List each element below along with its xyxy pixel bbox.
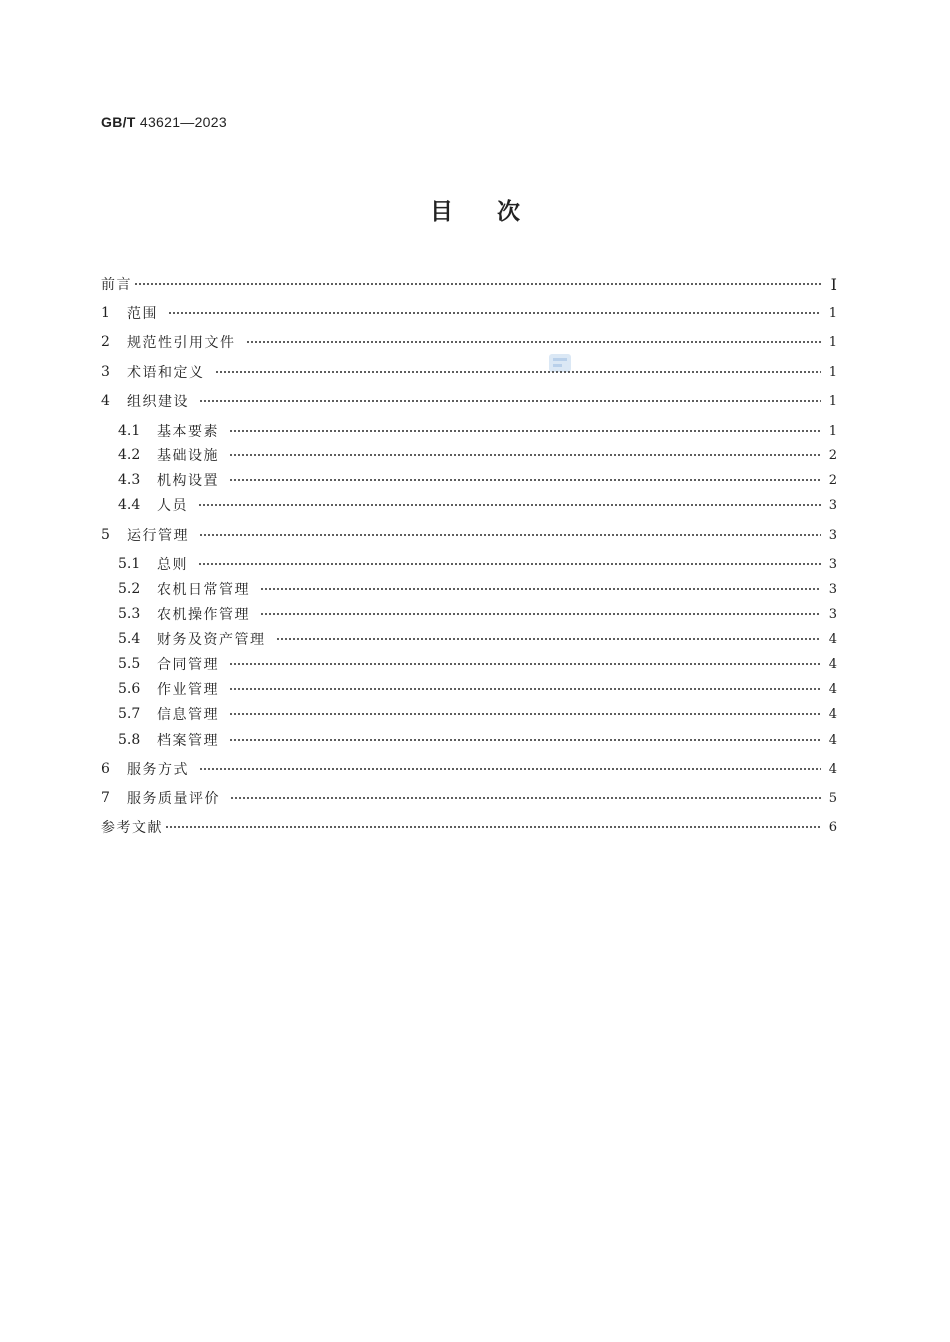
toc-entry-number: 5.7 <box>118 706 141 722</box>
toc-entry-page: 4 <box>828 631 837 647</box>
toc-entry-label: 参考文献 <box>101 820 163 836</box>
toc-entry[interactable] <box>118 628 837 650</box>
dot-leader <box>229 475 821 485</box>
toc-entry[interactable] <box>101 787 837 809</box>
toc-entry-number: 5.1 <box>118 556 141 572</box>
dot-leader <box>199 530 821 540</box>
dot-leader <box>260 609 821 619</box>
toc-entry-page: 3 <box>828 556 837 572</box>
toc-entry[interactable] <box>118 603 837 625</box>
toc-entry[interactable] <box>101 524 837 546</box>
toc-entry-label: 术语和定义 <box>127 365 205 381</box>
toc-entry-page: 4 <box>828 706 837 722</box>
standard-number: 43621—2023 <box>139 114 227 130</box>
toc-entry-label: 信息管理 <box>157 707 219 723</box>
toc-entry-page: 4 <box>828 732 837 748</box>
toc-entry-page: 1 <box>828 364 837 380</box>
toc-entry-page: 3 <box>828 581 837 597</box>
toc-entry-label: 运行管理 <box>127 528 189 544</box>
toc-entry-label: 财务及资产管理 <box>157 632 266 648</box>
toc-entry-page: 1 <box>828 334 837 350</box>
toc-entry-page: 4 <box>828 761 837 777</box>
toc-entry-page: 6 <box>828 819 837 835</box>
toc-entry-label: 作业管理 <box>157 682 219 698</box>
toc-entry-number: 5 <box>101 527 110 543</box>
toc-entry-number: 5.3 <box>118 606 141 622</box>
toc-entry-label: 农机操作管理 <box>157 607 250 623</box>
toc-entry[interactable] <box>118 494 837 516</box>
toc-entry-number: 4.3 <box>118 472 141 488</box>
toc-entry-label: 服务质量评价 <box>127 791 220 807</box>
toc-entry[interactable] <box>118 444 837 466</box>
dot-leader <box>199 396 821 406</box>
dot-leader <box>229 735 821 745</box>
dot-leader <box>229 450 821 460</box>
dot-leader <box>276 634 822 644</box>
toc-entry-number: 4.4 <box>118 497 141 513</box>
dot-leader <box>134 279 821 289</box>
toc-entry-label: 服务方式 <box>127 762 189 778</box>
toc-entry-page: 3 <box>828 497 837 513</box>
toc-entry[interactable] <box>118 678 837 700</box>
toc-entry-number: 7 <box>101 790 110 806</box>
toc-entry[interactable] <box>101 390 837 412</box>
toc-entry-number: 4.1 <box>118 423 141 439</box>
toc-entry-number: 1 <box>101 305 110 321</box>
toc-entry[interactable] <box>101 361 837 383</box>
toc-entry-label: 基本要素 <box>157 424 219 440</box>
dot-leader <box>199 764 821 774</box>
toc-entry[interactable] <box>101 331 837 353</box>
toc-entry-number: 5.8 <box>118 732 141 748</box>
toc-entry-page: 4 <box>828 681 837 697</box>
toc-entry-label: 组织建设 <box>127 394 189 410</box>
toc-entry[interactable] <box>118 469 837 491</box>
toc-entry-label: 农机日常管理 <box>157 582 250 598</box>
toc-entry-number: 6 <box>101 761 110 777</box>
toc-entry-page: 4 <box>828 656 837 672</box>
dot-leader <box>230 793 821 803</box>
toc-entry[interactable] <box>118 729 837 751</box>
toc-entry[interactable] <box>118 420 837 442</box>
toc-entry[interactable] <box>101 758 837 780</box>
toc-entry[interactable] <box>101 302 837 324</box>
toc-entry-number: 2 <box>101 334 110 350</box>
dot-leader <box>165 822 821 832</box>
dot-leader <box>229 659 821 669</box>
toc-entry-number: 5.4 <box>118 631 141 647</box>
dot-leader <box>229 709 821 719</box>
toc-entry-page: 1 <box>828 393 837 409</box>
toc-entry-number: 4.2 <box>118 447 141 463</box>
dot-leader <box>260 584 821 594</box>
toc-entry[interactable] <box>118 703 837 725</box>
toc-entry-label: 范围 <box>127 306 158 322</box>
dot-leader <box>229 426 821 436</box>
toc-entry-label: 基础设施 <box>157 448 219 464</box>
toc-entry-label: 合同管理 <box>157 657 219 673</box>
toc-entry-number: 3 <box>101 364 110 380</box>
toc-entry-label: 人员 <box>157 498 188 514</box>
toc-entry-label: 前言 <box>101 277 132 293</box>
toc-entry-page: 1 <box>828 423 837 439</box>
dot-leader <box>246 337 822 347</box>
toc-entry-page: 5 <box>828 790 837 806</box>
toc-entry-label: 规范性引用文件 <box>127 335 236 351</box>
dot-leader <box>168 308 821 318</box>
toc-entry[interactable] <box>101 816 837 838</box>
toc-entry-page: 3 <box>828 606 837 622</box>
toc-entry[interactable] <box>118 553 837 575</box>
dot-leader <box>229 684 821 694</box>
toc-entry-page: 2 <box>828 472 837 488</box>
toc-entry[interactable] <box>101 273 837 295</box>
toc-entry-page: 2 <box>828 447 837 463</box>
document-code <box>101 114 227 130</box>
dot-leader <box>198 500 821 510</box>
page-title: 目次 <box>430 199 564 225</box>
toc-entry[interactable] <box>118 653 837 675</box>
toc-entry-page: I <box>830 274 837 294</box>
toc-entry-label: 机构设置 <box>157 473 219 489</box>
toc-entry-number: 5.6 <box>118 681 141 697</box>
toc-entry-number: 5.5 <box>118 656 141 672</box>
dot-leader <box>215 367 822 377</box>
toc-entry-label: 总则 <box>157 557 188 573</box>
toc-entry-label: 档案管理 <box>157 733 219 749</box>
toc-entry-page: 3 <box>828 527 837 543</box>
toc-entry[interactable] <box>118 578 837 600</box>
toc-entry-page: 1 <box>828 305 837 321</box>
standard-prefix: GB/T <box>101 114 136 130</box>
dot-leader <box>198 559 821 569</box>
toc-entry-number: 5.2 <box>118 581 141 597</box>
toc-entry-number: 4 <box>101 393 110 409</box>
